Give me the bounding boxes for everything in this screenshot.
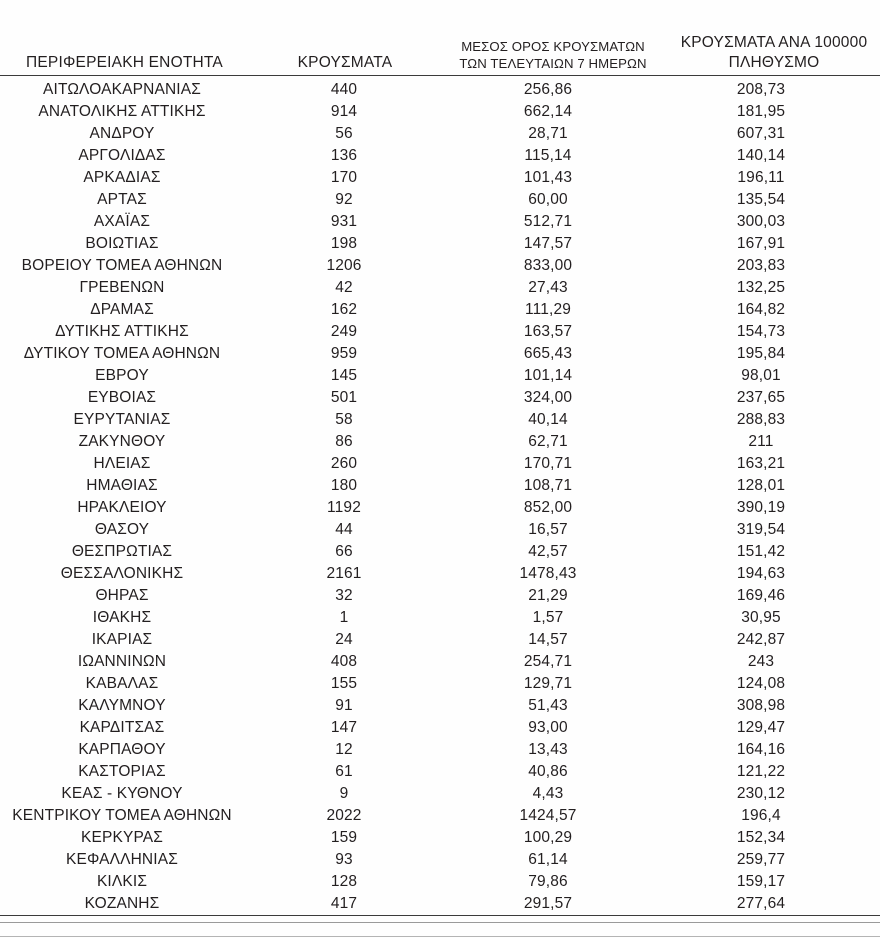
table-row — [0, 673, 880, 695]
table-row — [0, 299, 880, 321]
table-header — [0, 0, 880, 76]
cell-seven-day-average: 21,29 — [528, 587, 568, 604]
column-header-cases-per-100000 — [668, 0, 880, 76]
table-row — [0, 211, 880, 233]
table-row — [0, 783, 880, 805]
cell-cases-per-100000: 230,12 — [736, 785, 786, 802]
cell-seven-day-average: 51,43 — [528, 697, 568, 714]
cell-cases: 2022 — [326, 807, 362, 824]
cell-region: ΚΑΣΤΟΡΙΑΣ — [78, 763, 166, 780]
cell-region: ΕΥΡΥΤΑΝΙΑΣ — [73, 411, 171, 428]
cell-cases: 93 — [335, 851, 353, 868]
cell-seven-day-average: 1478,43 — [519, 565, 577, 582]
cell-seven-day-average: 14,57 — [528, 631, 568, 648]
table-row — [0, 871, 880, 893]
cell-cases-per-100000: 243 — [747, 653, 775, 670]
cell-cases-per-100000: 128,01 — [736, 477, 786, 494]
cell-region: ΑΡΓΟΛΙΔΑΣ — [78, 147, 166, 164]
cell-seven-day-average: 101,43 — [523, 169, 573, 186]
table-row — [0, 123, 880, 145]
cell-cases: 147 — [330, 719, 358, 736]
cell-region: ΚΟΖΑΝΗΣ — [0, 893, 252, 916]
cell-seven-day-average: 60,00 — [528, 191, 568, 208]
cell-region: ΓΡΕΒΕΝΩΝ — [79, 279, 165, 296]
cell-cases-per-100000: 135,54 — [736, 191, 786, 208]
cell-region: ΘΕΣΠΡΩΤΙΑΣ — [71, 543, 173, 560]
cell-region: ΚΕΦΑΛΛΗΝΙΑΣ — [66, 851, 178, 868]
cell-cases: 66 — [335, 543, 353, 560]
cell-region: ΚΕΡΚΥΡΑΣ — [81, 829, 163, 846]
cell-cases: 32 — [335, 587, 353, 604]
cell-seven-day-average: 62,71 — [528, 433, 568, 450]
cell-seven-day-average: 27,43 — [528, 279, 568, 296]
cell-region: ΑΡΚΑΔΙΑΣ — [83, 169, 161, 186]
table-row — [0, 321, 880, 343]
table-row — [0, 607, 880, 629]
cell-cases-per-100000: 194,63 — [736, 565, 786, 582]
cell-cases: 931 — [330, 213, 358, 230]
cell-region: ΙΚΑΡΙΑΣ — [91, 631, 153, 648]
cell-seven-day-average: 28,71 — [528, 125, 568, 142]
cell-seven-day-average: 115,14 — [524, 147, 572, 164]
cell-seven-day-average: 101,14 — [523, 367, 573, 384]
cell-cases-per-100000: 211 — [748, 433, 774, 450]
table-row — [0, 167, 880, 189]
cell-region: ΒΟΡΕΙΟΥ ΤΟΜΕΑ ΑΘΗΝΩΝ — [21, 257, 223, 274]
cell-cases: 180 — [330, 477, 358, 494]
column-header-cases-per-100000-line1: ΚΡΟΥΣΜΑΤΑ ΑΝΑ 100000 — [680, 34, 868, 52]
cell-cases: 159 — [330, 829, 358, 846]
cell-region: ΘΗΡΑΣ — [95, 587, 149, 604]
table-row — [0, 805, 880, 827]
cell-cases-per-100000: 140,14 — [736, 147, 786, 164]
cell-cases-per-100000: 151,42 — [736, 543, 786, 560]
cell-region: ΖΑΚΥΝΘΟΥ — [78, 433, 166, 450]
cell-seven-day-average: 79,86 — [528, 873, 568, 890]
cell-cases-per-100000: 390,19 — [736, 499, 786, 516]
table-row — [0, 453, 880, 475]
bottom-rule-secondary — [0, 922, 880, 923]
table-row — [0, 475, 880, 497]
table-row — [0, 717, 880, 739]
cell-cases: 501 — [330, 389, 358, 406]
table-row — [0, 629, 880, 651]
cell-cases-per-100000: 242,87 — [736, 631, 786, 648]
cell-seven-day-average: 108,71 — [523, 477, 573, 494]
table-row — [0, 409, 880, 431]
cell-region: ΕΒΡΟΥ — [95, 367, 149, 384]
cell-cases: 198 — [330, 235, 358, 252]
cell-cases: 58 — [335, 411, 353, 428]
column-header-region: ΠΕΡΙΦΕΡΕΙΑΚΗ ΕΝΟΤΗΤΑ — [0, 0, 252, 76]
cell-region: ΘΕΣΣΑΛΟΝΙΚΗΣ — [60, 565, 184, 582]
cell-cases: 249 — [330, 323, 358, 340]
cell-seven-day-average: 129,71 — [523, 675, 573, 692]
cell-seven-day-average: 833,00 — [523, 257, 573, 274]
cell-region: ΚΑΡΔΙΤΣΑΣ — [79, 719, 165, 736]
cell-cases: 408 — [330, 653, 358, 670]
cell-cases: 92 — [335, 191, 353, 208]
cell-cases-per-100000: 152,34 — [736, 829, 786, 846]
cell-cases-per-100000: 196,11 — [737, 169, 785, 186]
cell-cases-per-100000: 98,01 — [741, 367, 781, 384]
cell-seven-day-average: 40,86 — [528, 763, 568, 780]
cell-seven-day-average: 40,14 — [528, 411, 568, 428]
cell-cases-per-100000: 164,82 — [736, 301, 786, 318]
cell-seven-day-average: 163,57 — [523, 323, 573, 340]
cell-cases: 56 — [335, 125, 353, 142]
cell-cases: 9 — [339, 785, 349, 802]
table-row — [0, 651, 880, 673]
table-row — [0, 79, 880, 101]
cell-region: ΙΩΑΝΝΙΝΩΝ — [77, 653, 167, 670]
cell-seven-day-average: 61,14 — [528, 851, 568, 868]
cell-cases: 61 — [335, 763, 353, 780]
cell-cases-per-100000: 154,73 — [736, 323, 786, 340]
table-row — [0, 431, 880, 453]
cell-cases: 1206 — [326, 257, 362, 274]
cell-seven-day-average: 42,57 — [528, 543, 568, 560]
cell-cases-per-100000: 169,46 — [736, 587, 786, 604]
cell-cases-per-100000: 163,21 — [736, 455, 786, 472]
table-row — [0, 255, 880, 277]
cell-seven-day-average: 324,00 — [523, 389, 573, 406]
cell-cases: 24 — [335, 631, 353, 648]
cell-region: ΚΙΛΚΙΣ — [96, 873, 148, 890]
cell-region: ΗΡΑΚΛΕΙΟΥ — [77, 499, 167, 516]
cell-region: ΑΡΤΑΣ — [97, 191, 147, 208]
cell-seven-day-average: 662,14 — [523, 103, 573, 120]
cell-cases-per-100000: 208,73 — [736, 81, 786, 98]
table-row — [0, 387, 880, 409]
cell-region: ΔΥΤΙΚΗΣ ΑΤΤΙΚΗΣ — [55, 323, 189, 340]
table-row — [0, 233, 880, 255]
table-row — [0, 343, 880, 365]
table-row — [0, 541, 880, 563]
cell-cases: 170 — [330, 169, 358, 186]
cell-seven-day-average: 254,71 — [523, 653, 573, 670]
table-row — [0, 563, 880, 585]
cell-seven-day-average: 147,57 — [523, 235, 573, 252]
column-header-seven-day-average — [438, 0, 668, 76]
cell-region: ΑΝΑΤΟΛΙΚΗΣ ΑΤΤΙΚΗΣ — [38, 103, 206, 120]
cell-region: ΗΛΕΙΑΣ — [93, 455, 151, 472]
table-row — [0, 849, 880, 871]
cell-cases-per-100000: 288,83 — [736, 411, 786, 428]
cell-cases-per-100000: 129,47 — [736, 719, 786, 736]
cell-seven-day-average: 256,86 — [523, 81, 573, 98]
cell-cases: 417 — [252, 893, 438, 916]
cell-cases: 162 — [330, 301, 358, 318]
table-row — [0, 761, 880, 783]
cell-region: ΚΑΒΑΛΑΣ — [85, 675, 159, 692]
cell-cases-per-100000: 203,83 — [736, 257, 786, 274]
cell-cases: 959 — [330, 345, 358, 362]
cell-cases-per-100000: 259,77 — [736, 851, 786, 868]
column-header-seven-day-average-line2: ΤΩΝ ΤΕΛΕΥΤΑΙΩΝ 7 ΗΜΕΡΩΝ — [459, 55, 647, 71]
cell-cases: 440 — [330, 81, 358, 98]
table-row — [0, 189, 880, 211]
cell-region: ΒΟΙΩΤΙΑΣ — [85, 235, 159, 252]
cell-cases: 91 — [335, 697, 353, 714]
cell-seven-day-average: 665,43 — [523, 345, 573, 362]
cell-cases-per-100000: 195,84 — [736, 345, 786, 362]
table-row — [0, 365, 880, 387]
table-row — [0, 695, 880, 717]
cell-cases-per-100000: 277,64 — [668, 893, 880, 916]
cell-seven-day-average: 291,57 — [438, 893, 668, 916]
cell-seven-day-average: 1,57 — [532, 609, 564, 626]
cell-cases-per-100000: 30,95 — [741, 609, 781, 626]
cell-cases: 44 — [335, 521, 353, 538]
cell-region: ΚΕΝΤΡΙΚΟΥ ΤΟΜΕΑ ΑΘΗΝΩΝ — [12, 807, 232, 824]
cell-seven-day-average: 100,29 — [523, 829, 573, 846]
cell-region: ΗΜΑΘΙΑΣ — [86, 477, 158, 494]
cell-seven-day-average: 93,00 — [528, 719, 568, 736]
table-row — [0, 101, 880, 123]
table-row — [0, 893, 880, 916]
cell-cases: 1192 — [327, 499, 361, 516]
cell-cases-per-100000: 159,17 — [736, 873, 786, 890]
cell-cases-per-100000: 181,95 — [736, 103, 786, 120]
cell-region: ΘΑΣΟΥ — [94, 521, 150, 538]
cell-region: ΑΙΤΩΛΟΑΚΑΡΝΑΝΙΑΣ — [43, 81, 201, 98]
cell-cases-per-100000: 319,54 — [736, 521, 786, 538]
table-row — [0, 827, 880, 849]
cell-cases: 260 — [330, 455, 358, 472]
cell-cases: 155 — [330, 675, 358, 692]
column-header-cases-per-100000-line2: ΠΛΗΘΥΣΜΟ — [728, 53, 820, 71]
cell-cases-per-100000: 164,16 — [736, 741, 786, 758]
cell-cases-per-100000: 124,08 — [736, 675, 786, 692]
cell-cases-per-100000: 300,03 — [736, 213, 786, 230]
cell-region: ΙΘΑΚΗΣ — [92, 609, 152, 626]
cell-cases-per-100000: 237,65 — [736, 389, 786, 406]
cell-cases: 42 — [335, 279, 353, 296]
cell-cases: 1 — [339, 609, 349, 626]
table-row — [0, 585, 880, 607]
cell-region: ΕΥΒΟΙΑΣ — [87, 389, 157, 406]
table-row — [0, 145, 880, 167]
table-row — [0, 739, 880, 761]
cell-cases: 2161 — [326, 565, 362, 582]
cell-cases: 12 — [335, 741, 353, 758]
cell-seven-day-average: 1424,57 — [519, 807, 577, 824]
cell-seven-day-average: 512,71 — [523, 213, 573, 230]
cell-cases: 86 — [335, 433, 353, 450]
cell-cases-per-100000: 196,4 — [741, 807, 781, 824]
table-body — [0, 76, 880, 916]
cell-region: ΑΝΔΡΟΥ — [89, 125, 155, 142]
cell-seven-day-average: 4,43 — [532, 785, 564, 802]
cell-cases: 128 — [330, 873, 358, 890]
column-header-cases: ΚΡΟΥΣΜΑΤΑ — [252, 0, 438, 76]
cell-cases: 914 — [330, 103, 358, 120]
cell-region: ΚΕΑΣ - ΚΥΘΝΟΥ — [61, 785, 183, 802]
cell-region: ΚΑΛΥΜΝΟΥ — [78, 697, 166, 714]
cell-cases-per-100000: 607,31 — [736, 125, 786, 142]
cell-seven-day-average: 170,71 — [523, 455, 573, 472]
cell-seven-day-average: 111,29 — [524, 301, 571, 318]
table-row — [0, 519, 880, 541]
cell-region: ΔΡΑΜΑΣ — [90, 301, 154, 318]
cell-region: ΑΧΑΪΑΣ — [93, 213, 151, 230]
cell-seven-day-average: 13,43 — [528, 741, 568, 758]
table-row — [0, 497, 880, 519]
cell-cases-per-100000: 132,25 — [736, 279, 786, 296]
cell-region: ΚΑΡΠΑΘΟΥ — [78, 741, 166, 758]
cell-cases-per-100000: 167,91 — [736, 235, 786, 252]
cell-cases-per-100000: 308,98 — [736, 697, 786, 714]
column-header-seven-day-average-line1: ΜΕΣΟΣ ΟΡΟΣ ΚΡΟΥΣΜΑΤΩΝ — [461, 39, 645, 54]
cell-cases-per-100000: 121,22 — [736, 763, 786, 780]
table-row — [0, 277, 880, 299]
cell-seven-day-average: 852,00 — [523, 499, 573, 516]
cell-region: ΔΥΤΙΚΟΥ ΤΟΜΕΑ ΑΘΗΝΩΝ — [23, 345, 221, 362]
cell-seven-day-average: 16,57 — [528, 521, 568, 538]
cell-cases: 136 — [330, 147, 358, 164]
cell-cases: 145 — [330, 367, 358, 384]
bottom-rule-tertiary — [0, 936, 880, 937]
